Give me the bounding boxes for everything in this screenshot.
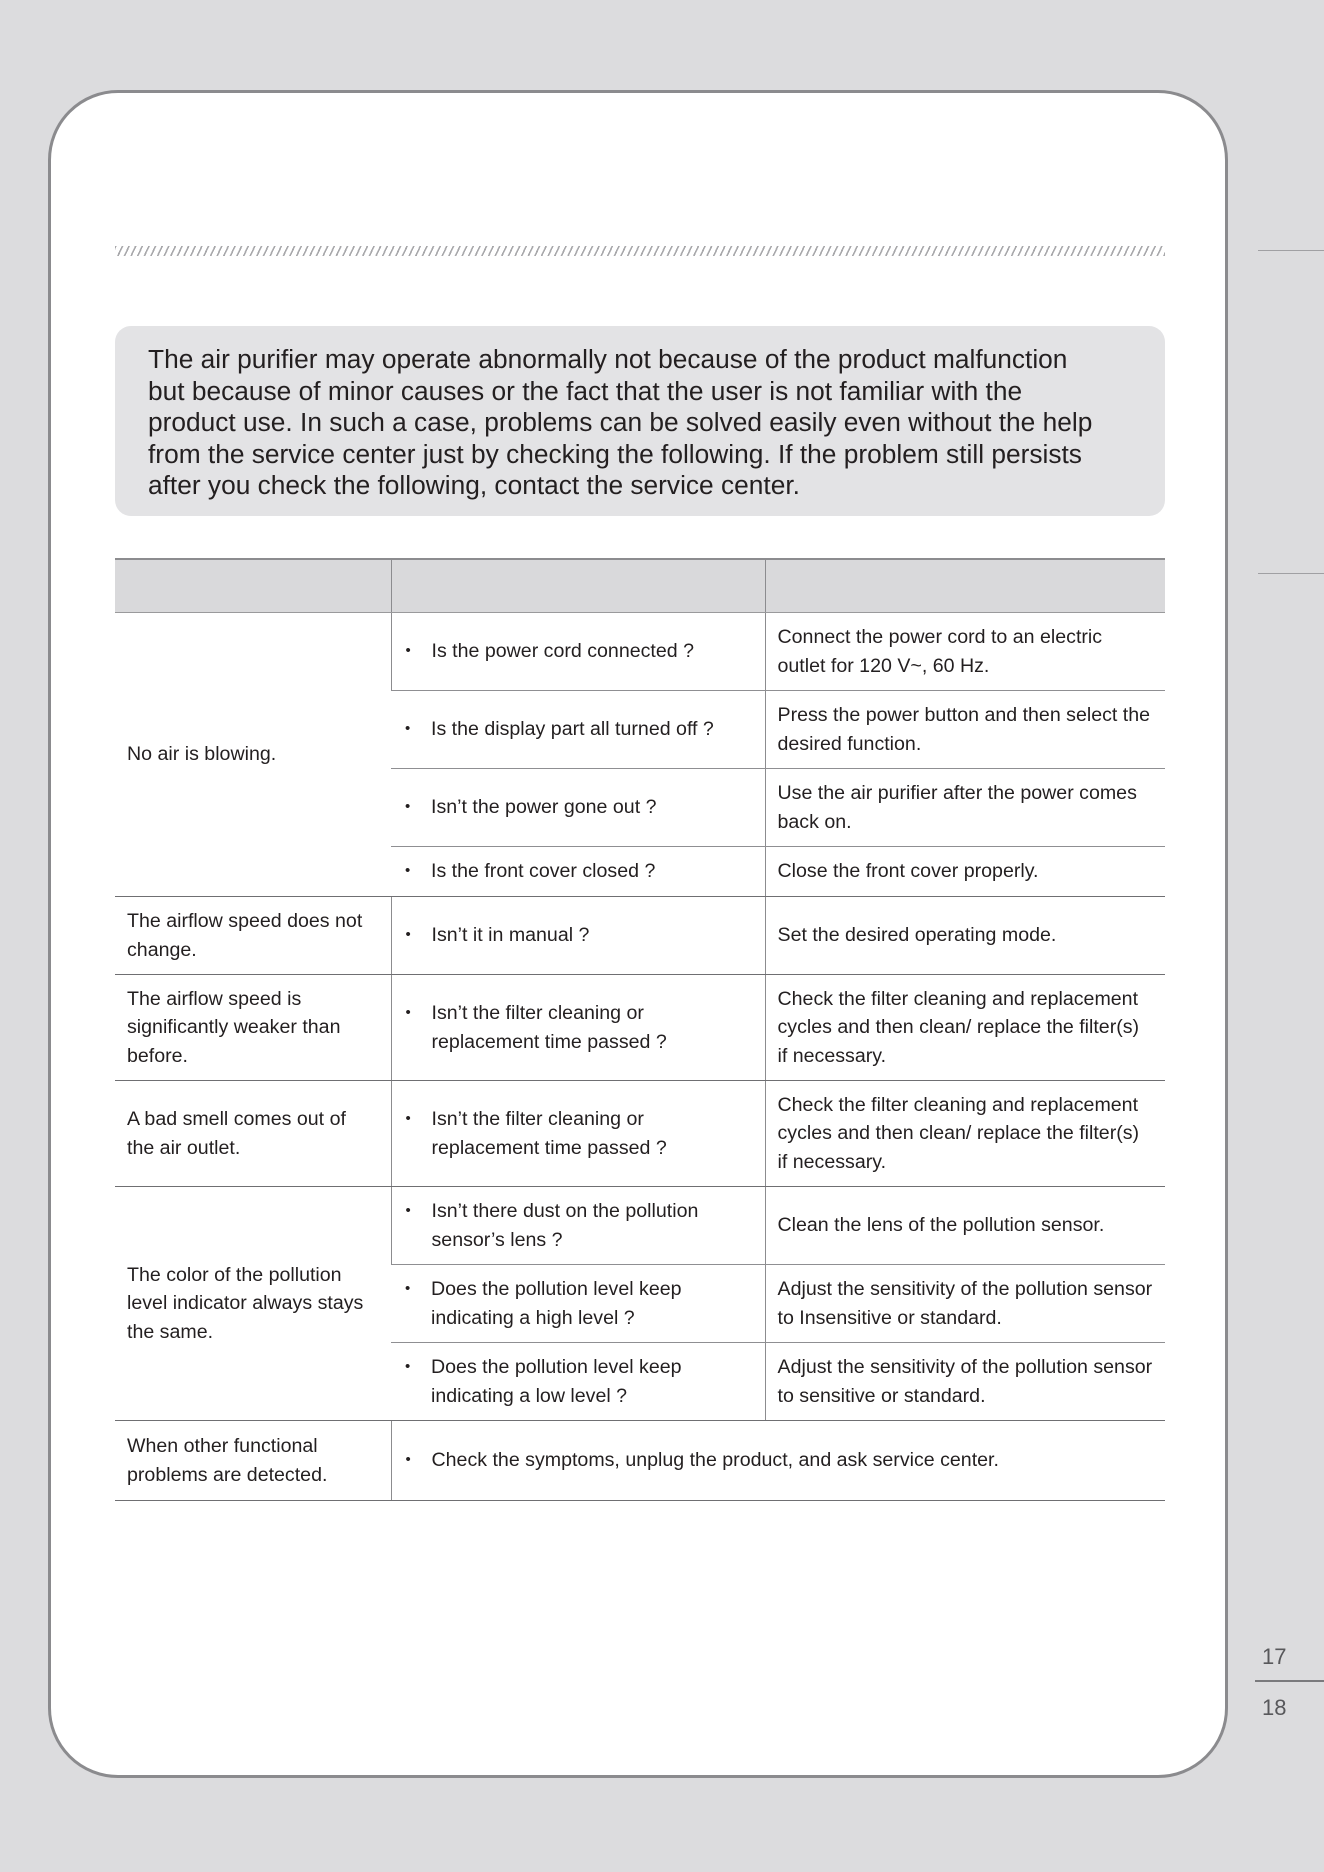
solution-cell: Check the filter cleaning and replacement cycles and then clean/ replace the filter(s) if necessary. — [765, 1081, 1165, 1187]
table-row — [115, 613, 1165, 691]
page-number-next: 18 — [1262, 1695, 1287, 1720]
intro-line: after you check the following, contact the service center. — [148, 470, 800, 501]
table-row — [115, 1421, 1165, 1501]
intro-box — [115, 326, 1165, 516]
symptom-cell: The airflow speed does not change. — [115, 897, 391, 975]
bullet-icon: • — [405, 798, 411, 816]
check-cell — [391, 1265, 765, 1343]
symptom-cell: A bad smell comes out of the air outlet. — [115, 1081, 391, 1187]
check-text: Is the front cover closed ? — [431, 860, 656, 883]
bullet-icon: • — [405, 1004, 411, 1021]
table-header-row — [115, 559, 1165, 613]
check-cell — [391, 769, 765, 847]
bullet-icon: • — [405, 1358, 411, 1375]
check-text: Does the pollution level keep indicating a low level ? — [431, 1356, 682, 1407]
hatched-divider — [115, 246, 1165, 256]
check-text: Does the pollution level keep indicating a high level ? — [431, 1278, 682, 1329]
bullet-icon: • — [405, 1280, 411, 1297]
check-cell — [391, 1081, 765, 1187]
bullet-icon: • — [405, 862, 411, 880]
table-row — [115, 1187, 1165, 1265]
solution-cell: Use the air purifier after the power comes back on. — [765, 769, 1165, 847]
solution-cell: Close the front cover properly. — [765, 847, 1165, 897]
intro-line: but because of minor causes or the fact that the user is not familiar with the — [148, 375, 1023, 406]
troubleshooting-table — [115, 558, 1165, 1501]
table-row — [115, 897, 1165, 975]
bullet-icon: • — [405, 1451, 411, 1469]
check-text: Isn’t there dust on the pollution sensor’s lens ? — [431, 1200, 699, 1251]
check-text: Isn’t the filter cleaning or replacement time passed ? — [431, 1108, 667, 1159]
check-text: Is the power cord connected ? — [431, 640, 694, 663]
solution-cell: Adjust the sensitivity of the pollution sensor to sensitive or standard. — [765, 1343, 1165, 1421]
bullet-icon: • — [405, 926, 411, 944]
bullet-icon: • — [405, 720, 411, 738]
check-cell — [391, 897, 765, 975]
header-symptom-cell — [115, 559, 391, 613]
check-cell — [391, 1343, 765, 1421]
check-cell — [391, 847, 765, 897]
page-number-current: 17 — [1262, 1644, 1287, 1669]
symptom-cell: The airflow speed is significantly weaker than before. — [115, 975, 391, 1081]
bullet-icon: • — [405, 1202, 411, 1219]
header-check-cell — [391, 559, 765, 613]
solution-cell: Clean the lens of the pollution sensor. — [765, 1187, 1165, 1265]
side-tab-line — [1258, 573, 1324, 574]
check-cell — [391, 691, 765, 769]
check-text: Isn’t the filter cleaning or replacement time passed ? — [431, 1002, 667, 1053]
intro-line: product use. In such a case, problems can be solved easily even without the help — [148, 407, 1093, 438]
bullet-icon: • — [405, 642, 411, 660]
check-cell — [391, 613, 765, 691]
solution-cell: Connect the power cord to an electric outlet for 120 V~, 60 Hz. — [765, 613, 1165, 691]
header-solution-cell — [765, 559, 1165, 613]
check-text: Check the symptoms, unplug the product, and ask service center. — [431, 1449, 999, 1472]
intro-line: The air purifier may operate abnormally not because of the product malfunction — [148, 344, 1068, 374]
page-number-divider — [1255, 1680, 1324, 1682]
check-cell — [391, 975, 765, 1081]
symptom-cell: No air is blowing. — [115, 613, 391, 897]
solution-cell: Check the filter cleaning and replacement cycles and then clean/ replace the filter(s) if necessary. — [765, 975, 1165, 1081]
check-cell — [391, 1187, 765, 1265]
side-tab-line — [1258, 250, 1324, 251]
bullet-icon: • — [405, 1110, 411, 1127]
solution-cell: Set the desired operating mode. — [765, 897, 1165, 975]
intro-line: from the service center just by checking the following. If the problem still persists — [148, 438, 1082, 469]
check-text: Is the display part all turned off ? — [431, 718, 714, 741]
check-text: Isn’t the power gone out ? — [431, 796, 657, 819]
check-text: Isn’t it in manual ? — [431, 924, 590, 947]
table-row — [115, 975, 1165, 1081]
table-row — [115, 1081, 1165, 1187]
solution-cell: Adjust the sensitivity of the pollution sensor to Insensitive or standard. — [765, 1265, 1165, 1343]
symptom-cell: When other functional problems are detected. — [115, 1421, 391, 1501]
check-cell — [391, 1421, 1165, 1501]
symptom-cell: The color of the pollution level indicator always stays the same. — [115, 1187, 391, 1421]
solution-cell: Press the power button and then select the desired function. — [765, 691, 1165, 769]
